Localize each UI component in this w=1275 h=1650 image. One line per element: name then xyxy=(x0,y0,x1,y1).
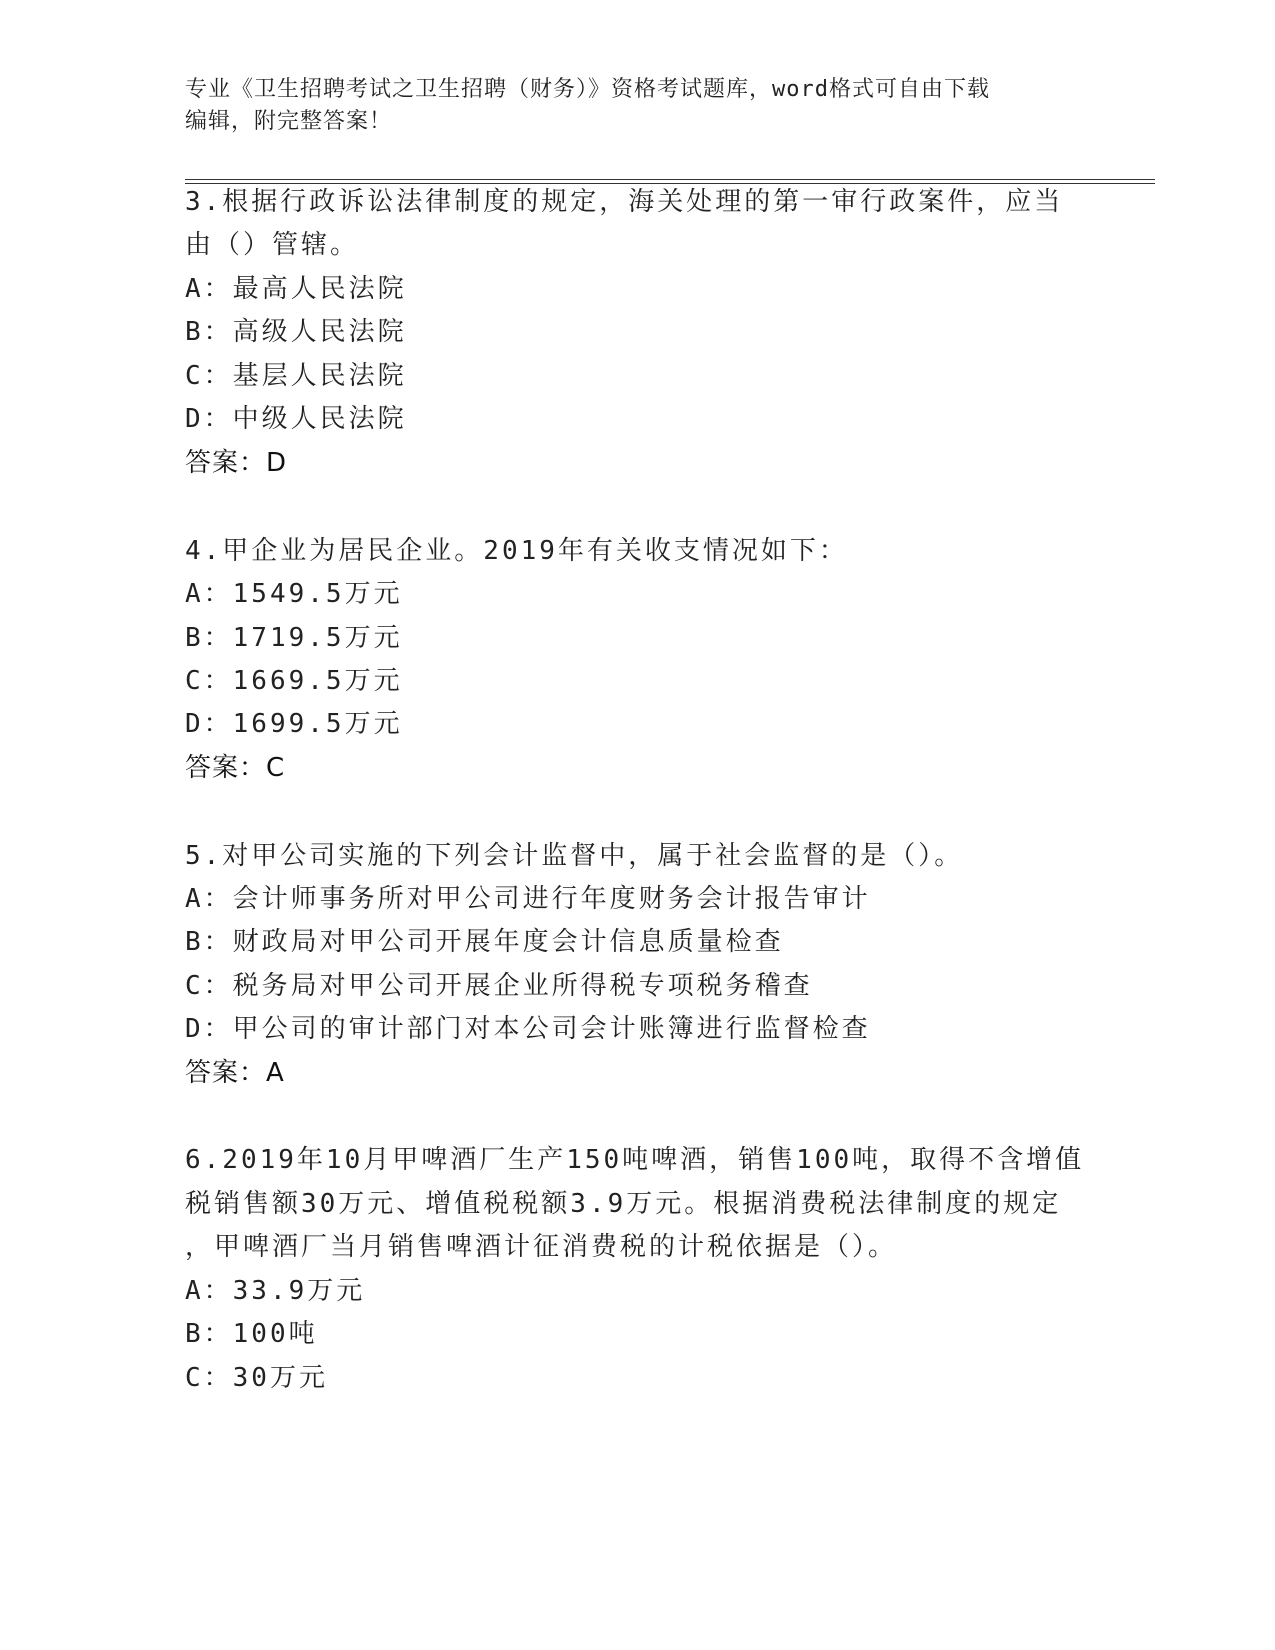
question-6-stem-line-3: ，甲啤酒厂当月销售啤酒计征消费税的计税依据是（）。 xyxy=(185,1232,898,1262)
question-4-option-b: B：1719.5万元 xyxy=(185,623,403,653)
question-3-stem-line-1: 3.根据行政诉讼法律制度的规定，海关处理的第一审行政案件，应当 xyxy=(185,187,1064,217)
question-5-answer: 答案：A xyxy=(185,1058,285,1088)
question-3-option-b: B：高级人民法院 xyxy=(185,317,407,347)
question-3-option-d: D：中级人民法院 xyxy=(185,404,407,434)
question-5-option-b: B：财政局对甲公司开展年度会计信息质量检查 xyxy=(185,927,784,957)
question-6-option-a: A：33.9万元 xyxy=(185,1276,366,1306)
document-header xyxy=(185,74,1085,138)
question-5-option-c: C：税务局对甲公司开展企业所得税专项税务稽查 xyxy=(185,971,813,1001)
header-line-1: 专业《卫生招聘考试之卫生招聘（财务）》资格考试题库，word格式可自由下载 xyxy=(185,77,990,102)
question-4-answer: 答案：C xyxy=(185,753,286,783)
question-4-option-d: D：1699.5万元 xyxy=(185,709,403,739)
question-5-stem-line-1: 5.对甲公司实施的下列会计监督中，属于社会监督的是（）。 xyxy=(185,841,964,871)
question-4-option-c: C：1669.5万元 xyxy=(185,666,403,696)
question-4-stem-line-1: 4.甲企业为居民企业。2019年有关收支情况如下： xyxy=(185,536,848,566)
question-3-stem-line-2: 由（）管辖。 xyxy=(185,230,360,260)
question-6-option-b: B：100吨 xyxy=(185,1319,318,1349)
question-3-option-a: A：最高人民法院 xyxy=(185,274,407,304)
question-5-option-a: A：会计师事务所对甲公司进行年度财务会计报告审计 xyxy=(185,884,871,914)
question-6-option-c: C：30万元 xyxy=(185,1363,328,1393)
header-divider-top xyxy=(185,179,1155,180)
header-divider-bottom xyxy=(185,183,1155,184)
question-6-stem-line-1: 6.2019年10月甲啤酒厂生产150吨啤酒，销售100吨，取得不含增值 xyxy=(185,1145,1085,1175)
question-5-option-d: D：甲公司的审计部门对本公司会计账簿进行监督检查 xyxy=(185,1014,871,1044)
question-4-option-a: A：1549.5万元 xyxy=(185,579,403,609)
header-line-2: 编辑，附完整答案！ xyxy=(185,109,393,134)
question-3-option-c: C：基层人民法院 xyxy=(185,361,407,391)
question-3-answer: 答案：D xyxy=(185,448,288,478)
question-6-stem-line-2: 税销售额30万元、增值税税额3.9万元。根据消费税法律制度的规定 xyxy=(185,1189,1062,1219)
